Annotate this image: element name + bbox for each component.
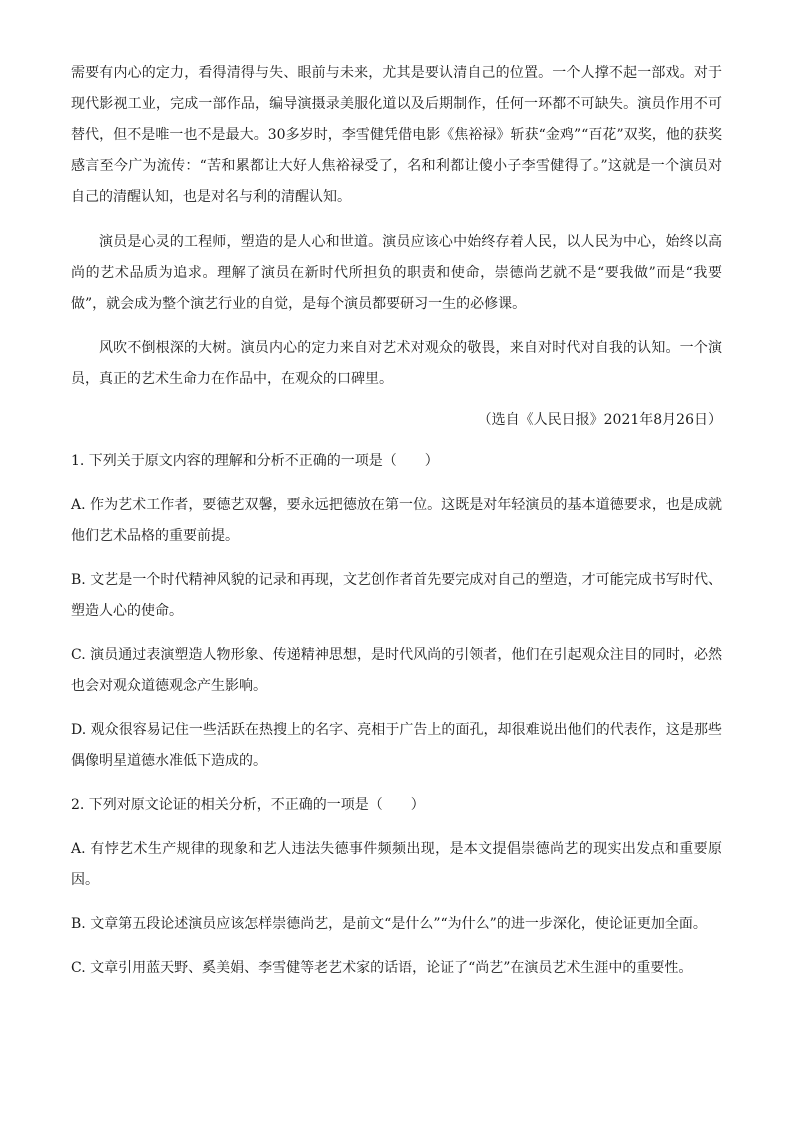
- question-1-option-d: D. 观众很容易记住一些活跃在热搜上的名字、亮相于广告上的面孔，却很难说出他们的代表作，这是那些偶像明星道德水准低下造成的。: [71, 722, 722, 769]
- passage-paragraph-3: 风吹不倒根深的大树。演员内心的定力来自对艺术对观众的敬畏，来自对时代对自我的认知。一个演员，真正的艺术生命力在作品中，在观众的口碑里。: [71, 340, 722, 387]
- question-2-option-b: B. 文章第五段论述演员应该怎样崇德尚艺，是前文“是什么”“为什么”的进一步深化，使论证更加全面。: [71, 916, 707, 932]
- question-2-option-c: C. 文章引用蓝天野、奚美娟、李雪健等老艺术家的话语，论证了“尚艺”在演员艺术生涯中的重要性。: [71, 960, 693, 976]
- question-1-stem: 1. 下列关于原文内容的理解和分析不正确的一项是（ ）: [71, 453, 439, 469]
- question-1-option-a: A. 作为艺术工作者，要德艺双馨，要永远把德放在第一位。这既是对年轻演员的基本道德要求，也是成就他们艺术品格的重要前提。: [71, 497, 722, 544]
- document-page: [71, 58, 722, 984]
- question-1-option-b: B. 文艺是一个时代精神风貌的记录和再现，文艺创作者首先要完成对自己的塑造，才可能完成书写时代、塑造人心的使命。: [71, 572, 722, 619]
- question-1-option-c: C. 演员通过表演塑造人物形象、传递精神思想，是时代风尚的引领者，他们在引起观众注目的同时，必然也会对观众道德观念产生影响。: [71, 647, 722, 694]
- passage-paragraph-1: 需要有内心的定力，看得清得与失、眼前与未来，尤其是要认清自己的位置。一个人撑不起一部戏。对于现代影视工业，完成一部作品，编导演摄录美服化道以及后期制作，任何一环都不可缺失。演员作用不可替代，但不是唯一也不是最大。30多岁时，李雪健凭借电影《焦裕禄》斩获“金鸡”“百花”双奖，他的获奖感言至今广为流传：“苦和累都让大好人焦裕禄受了，名和利都让傻小子李雪健得了。”这就是一个演员对自己的清醒认知，也是对名与利的清醒认知。: [71, 65, 722, 205]
- question-2-option-a: A. 有悖艺术生产规律的现象和艺人违法失德事件频频出现，是本文提倡崇德尚艺的现实出发点和重要原因。: [71, 841, 722, 888]
- passage-source: （选自《人民日报》2021年8月26日）: [477, 412, 722, 428]
- passage-paragraph-2: 演员是心灵的工程师，塑造的是人心和世道。演员应该心中始终存着人民，以人民为中心，始终以高尚的艺术品质为追求。理解了演员在新时代所担负的职责和使命，崇德尚艺就不是“要我做”而是“我要做”，就会成为整个演艺行业的自觉，是每个演员都要研习一生的必修课。: [71, 234, 722, 312]
- question-2-stem: 2. 下列对原文论证的相关分析，不正确的一项是（ ）: [71, 797, 425, 813]
